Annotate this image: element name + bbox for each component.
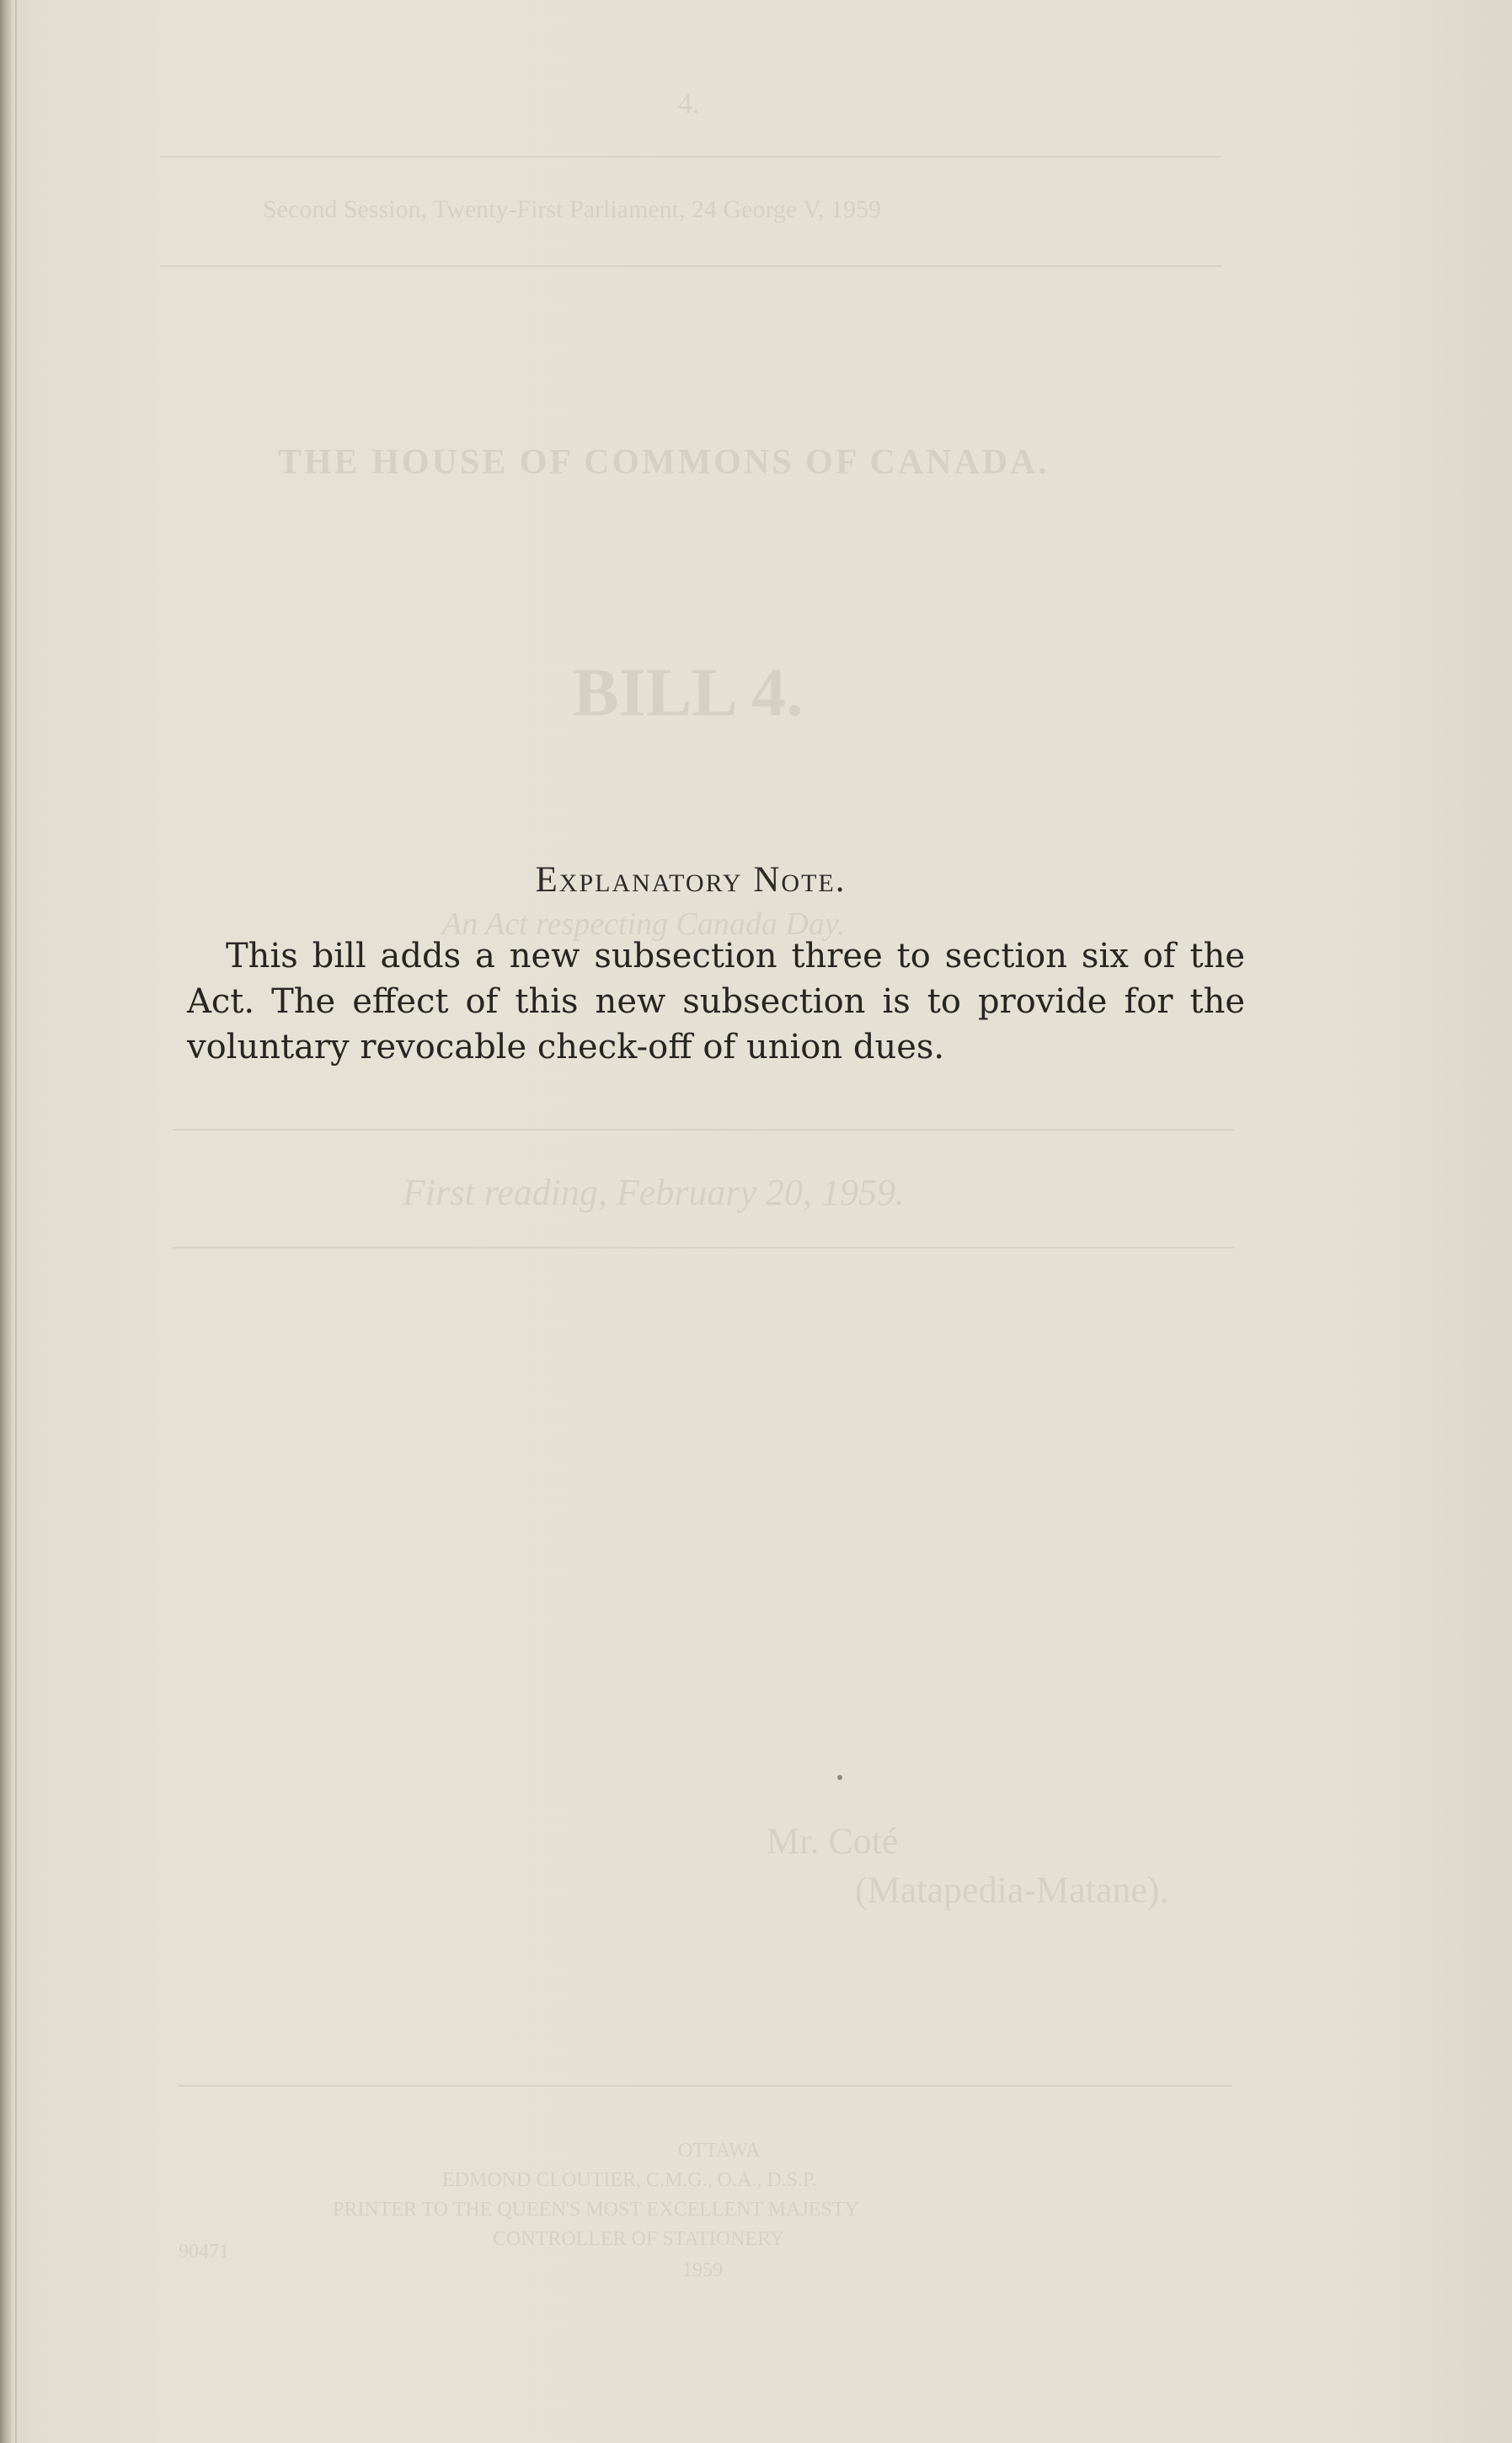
ghost-printer-line-2: EDMOND CLOUTIER, C.M.G., O.A., D.S.P. <box>442 2169 817 2191</box>
ghost-member-name: Mr. Coté <box>767 1820 899 1862</box>
ghost-rule-mid-2 <box>173 1247 1234 1248</box>
ghost-printer-line-4: CONTROLLER OF STATIONERY <box>493 2228 785 2250</box>
ghost-printer-line-5: 1959 <box>682 2259 723 2281</box>
ghost-print-code: 90471 <box>179 2241 229 2263</box>
ghost-member-riding: (Matapedia-Matane). <box>855 1869 1169 1911</box>
ghost-reading: First reading, February 20, 1959. <box>403 1172 905 1213</box>
binding-edge-line <box>15 0 17 2443</box>
explanatory-note-heading: Explanatory Note. <box>535 860 847 900</box>
ghost-rule-mid-1 <box>173 1129 1234 1131</box>
ghost-printer-line-1: OTTAWA <box>678 2140 761 2162</box>
ghost-page-number: 4. <box>678 88 700 120</box>
ghost-bill-title: BILL 4. <box>573 654 804 730</box>
ghost-rule-top-1 <box>160 156 1221 158</box>
ghost-act-title: An Act respecting Canada Day. <box>442 906 846 942</box>
ghost-printer-line-3: PRINTER TO THE QUEEN'S MOST EXCELLENT MAJESTY <box>333 2199 859 2221</box>
ghost-house-title: THE HOUSE OF COMMONS OF CANADA. <box>278 443 1050 482</box>
binding-spine <box>0 0 12 2443</box>
paper-speck <box>837 1775 842 1780</box>
ghost-rule-bottom <box>179 2085 1232 2087</box>
ghost-rule-top-2 <box>160 265 1221 267</box>
explanatory-note-paragraph: This bill adds a new subsection three to section six of the Act. The effect of this new subsection is to provide for the voluntary revocable check-off of union dues. <box>187 937 1245 1066</box>
ghost-session-line: Second Session, Twenty-First Parliament, 24 George V, 1959 <box>263 195 881 223</box>
